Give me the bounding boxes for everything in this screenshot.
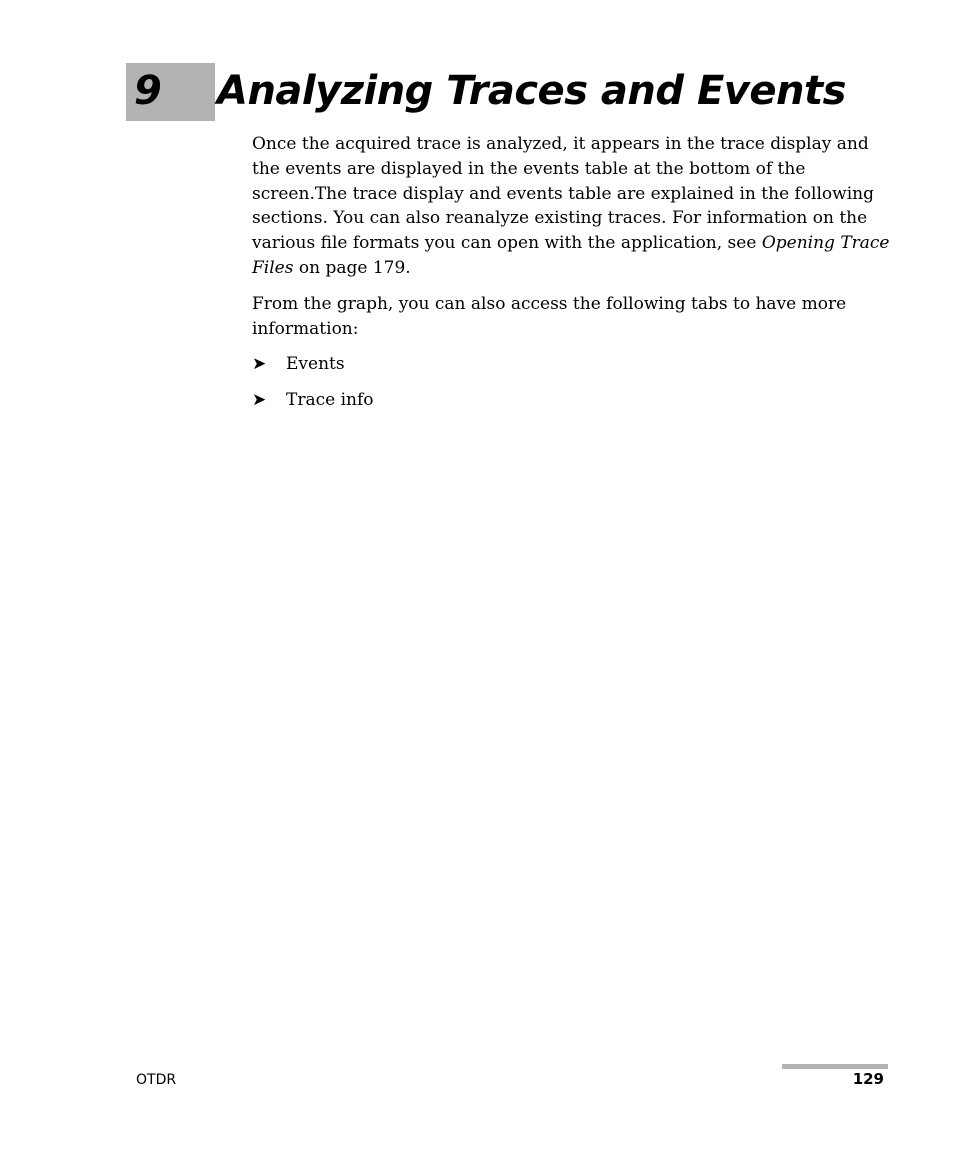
chapter-body [252,132,892,424]
footer-product-name: OTDR [136,1072,177,1088]
list-item-label: Events [286,354,345,375]
list-item-label: Trace info [286,390,374,411]
tabs-intro-paragraph: From the graph, you can also access the following tabs to have more information: [252,293,847,339]
footer-page-number: 129 [852,1070,884,1088]
intro-page-reference: on page 179. [293,257,411,278]
arrowhead-bullet-icon: ➤ [252,390,267,411]
intro-text: Once the acquired trace is analyzed, it appears in the trace display and the events are displayed in the events table at the bottom of the screen.The trace display and events table are explained in the following sections. You can also reanalyze existing traces. For information on the various file formats you can open with the application, see [252,134,874,254]
list-item [252,352,892,377]
arrowhead-bullet-icon: ➤ [252,354,267,375]
list-item [252,388,892,413]
intro-paragraph [252,132,892,281]
tabs-list [252,352,892,413]
cross-reference-link[interactable]: Opening Trace Files [252,233,890,278]
chapter-title: Analyzing Traces and Events [217,68,846,114]
chapter-number: 9 [134,68,162,114]
